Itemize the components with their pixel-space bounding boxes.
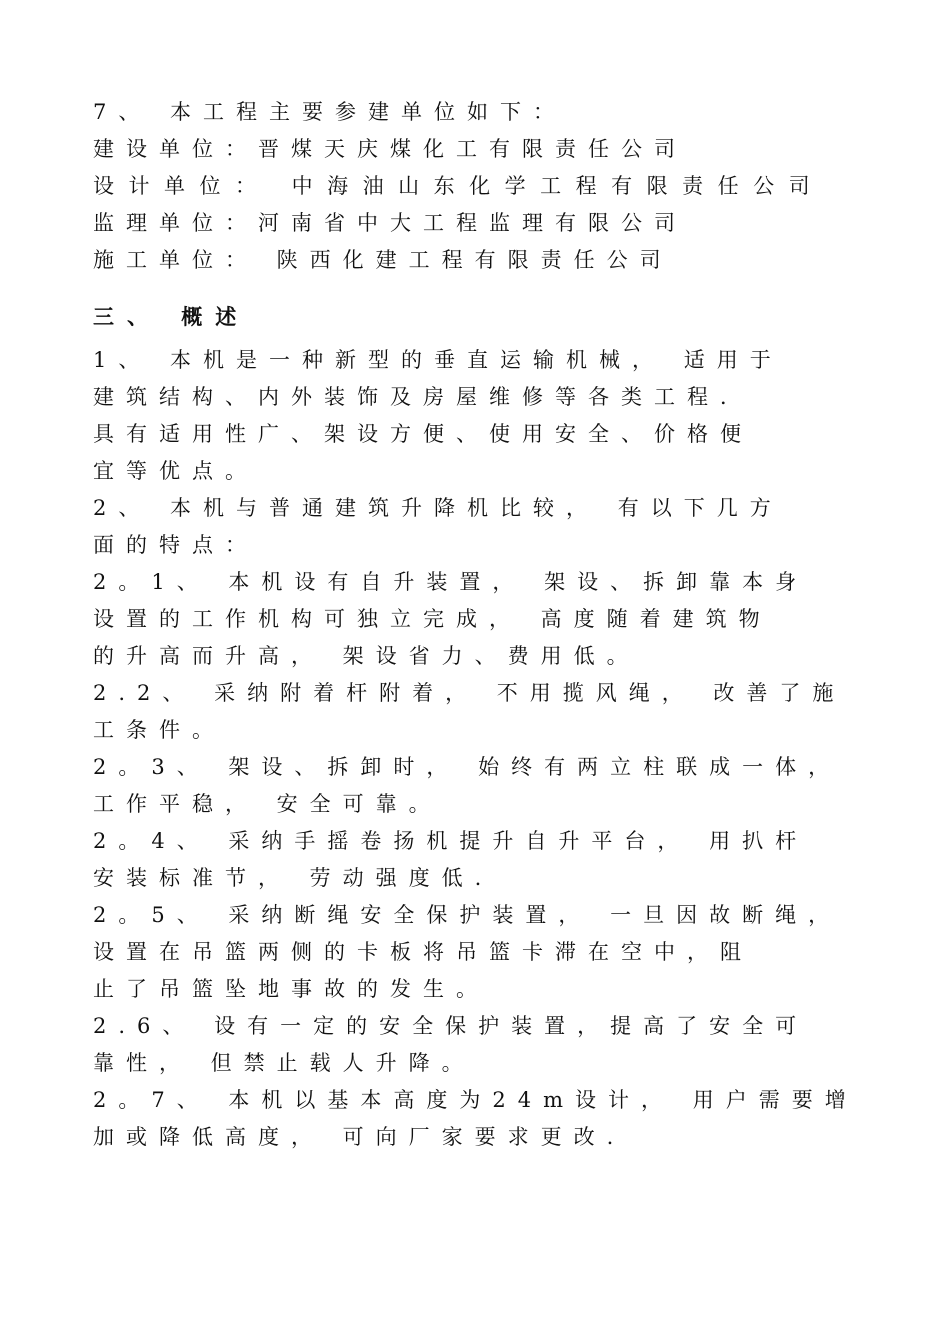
section-heading-overview: 三、 概述 (93, 305, 250, 329)
overview-line: 工条件。 (93, 718, 225, 742)
overview-line: 2、 本机与普通建筑升降机比较， 有以下几方 (93, 496, 783, 520)
document-page (93, 94, 883, 1156)
overview-line: 设置的工作机构可独立完成， 高度随着建筑物 (93, 607, 772, 631)
participant-supervision-unit: 监理单位：河南省中大工程监理有限公司 (93, 211, 687, 235)
overview-line: 的升高而升高， 架设省力、费用低。 (93, 644, 640, 668)
overview-line: 2.2、 采纳附着杆附着， 不用揽风绳， 改善了施 (93, 681, 846, 705)
participant-contractor-unit: 施工单位： 陕西化建工程有限责任公司 (93, 248, 673, 272)
overview-line: 具有适用性广、架设方便、使用安全、价格便 (93, 422, 753, 446)
overview-line: 宜等优点。 (93, 459, 258, 483)
overview-line: 安装标准节， 劳动强度低. (93, 866, 494, 890)
participant-construction-unit: 建设单位：晋煤天庆煤化工有限责任公司 (93, 137, 687, 161)
overview-line: 面的特点： (93, 533, 258, 557)
overview-line: 2。5、 采纳断绳安全保护装置， 一旦因故断绳， (93, 903, 842, 927)
overview-line: 设置在吊篮两侧的卡板将吊篮卡滞在空中，阻 (93, 940, 753, 964)
overview-line: 止了吊篮坠地事故的发生。 (93, 977, 489, 1001)
overview-line: 靠性， 但禁止载人升降。 (93, 1051, 475, 1075)
overview-line: 2。3、 架设、拆卸时， 始终有两立柱联成一体， (93, 755, 842, 779)
overview-line: 1、 本机是一种新型的垂直运输机械， 适用于 (93, 348, 783, 372)
overview-line: 2。1、 本机设有自升装置， 架设、拆卸靠本身 (93, 570, 809, 594)
participant-design-unit: 设计单位： 中海油山东化学工程有限责任公司 (93, 174, 825, 198)
overview-line: 2。4、 采纳手摇卷扬机提升自升平台， 用扒杆 (93, 829, 809, 853)
overview-line: 加或降低高度， 可向厂家要求更改. (93, 1125, 626, 1149)
overview-line: 2。7、 本机以基本高度为24m设计， 用户需要增 (93, 1088, 858, 1112)
overview-line: 2.6、 设有一定的安全保护装置，提高了安全可 (93, 1014, 809, 1038)
overview-line: 建筑结构、内外装饰及房屋维修等各类工程． (93, 385, 753, 409)
participants-intro: 7、 本工程主要参建单位如下： (93, 100, 567, 124)
overview-line: 工作平稳， 安全可靠。 (93, 792, 442, 816)
